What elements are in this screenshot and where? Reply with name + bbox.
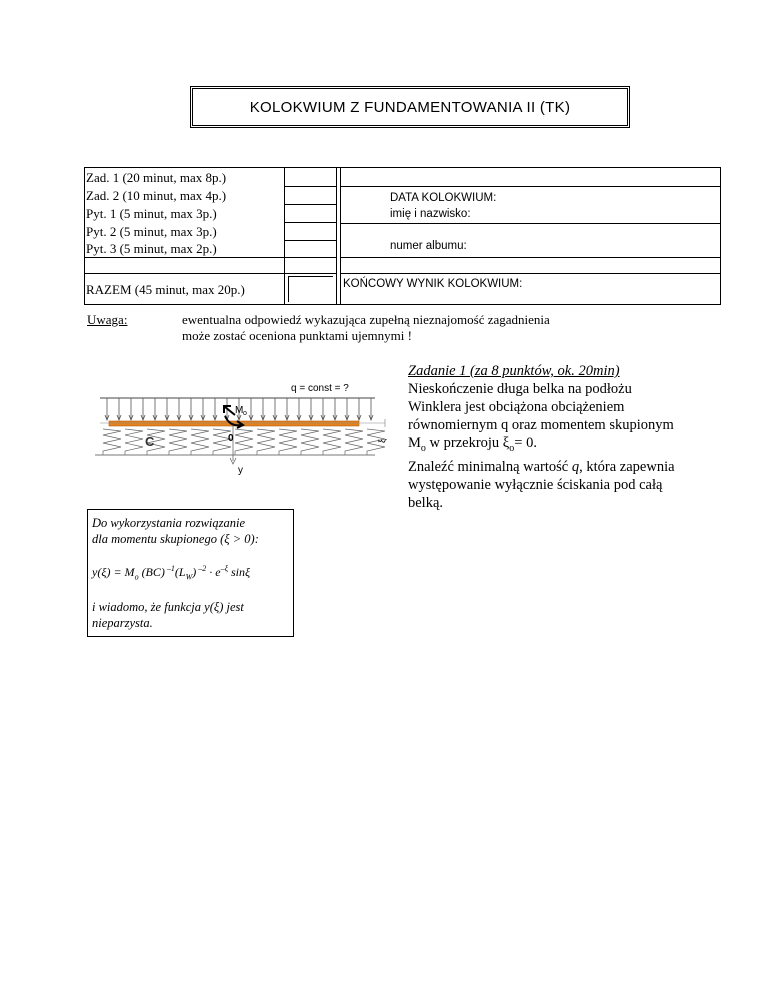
final-score-label: KOŃCOWY WYNIK KOLOKWIUM: bbox=[343, 278, 523, 290]
spring bbox=[345, 429, 363, 455]
spring bbox=[301, 429, 319, 455]
moment-arrow-upper bbox=[225, 407, 235, 415]
spring bbox=[323, 429, 341, 455]
solution-formula: $y(\xi) = M_o$ (BC) $^{-1}(L_W) ^{-2} \cdot e^{-\xi}$ sinξ bbox=[92, 564, 251, 582]
origin-label: 0 bbox=[228, 433, 234, 444]
total-label: RAZEM (45 minut, max 20p.) bbox=[86, 282, 245, 297]
beam-diagram bbox=[85, 375, 395, 475]
solution-hint-box bbox=[87, 509, 294, 637]
title-box bbox=[190, 86, 630, 128]
spring bbox=[125, 429, 143, 455]
solution-line: i wiadomo, że funkcja y(ξ) jest bbox=[92, 600, 244, 615]
score-table bbox=[84, 167, 721, 305]
spring bbox=[103, 429, 121, 455]
note-line-1: ewentualna odpowiedź wykazująca zupełną nieznajomość zagadnienia bbox=[182, 312, 550, 327]
spring bbox=[279, 429, 297, 455]
task-line: belką. bbox=[408, 494, 444, 511]
solution-line: Do wykorzystania rozwiązanie bbox=[92, 516, 246, 530]
y-axis-label: y bbox=[238, 465, 243, 475]
score-row-label: Pyt. 1 (5 minut, max 3p.) bbox=[86, 206, 217, 221]
spring bbox=[191, 429, 209, 455]
spring bbox=[235, 429, 253, 455]
solution-line: nieparzysta. bbox=[92, 616, 153, 631]
score-row-label: Zad. 2 (10 minut, max 4p.) bbox=[86, 188, 227, 203]
task-line: Nieskończenie długa belka na podłożu bbox=[408, 381, 632, 397]
moment-label: M bbox=[235, 405, 244, 416]
task-line: równomiernym q oraz momentem skupionym bbox=[408, 417, 674, 433]
spring bbox=[257, 429, 275, 455]
note-line-2: może zostać oceniona punktami ujemnymi ! bbox=[182, 328, 412, 343]
moment-sub: o bbox=[243, 410, 247, 417]
page-title: KOLOKWIUM Z FUNDAMENTOWANIA II (TK) bbox=[249, 98, 571, 116]
name-label: imię i nazwisko: bbox=[390, 208, 471, 220]
score-row-label: Pyt. 3 (5 minut, max 2p.) bbox=[86, 241, 217, 256]
date-label: DATA KOLOKWIUM: bbox=[390, 192, 497, 204]
album-label: numer albumu: bbox=[390, 240, 467, 252]
q-label: q = const = ? bbox=[291, 383, 349, 394]
task-line: Znaleźć minimalną wartość q, która zapewnia bbox=[408, 458, 675, 475]
spring bbox=[169, 429, 187, 455]
foundation-label: C bbox=[145, 434, 155, 449]
score-row-label: Zad. 1 (20 minut, max 8p.) bbox=[86, 170, 227, 185]
task-1 bbox=[408, 362, 748, 512]
xi-axis-label: ξ bbox=[377, 438, 387, 443]
task-line: Winklera jest obciążona obciążeniem bbox=[408, 399, 625, 415]
score-row-label: Pyt. 2 (5 minut, max 3p.) bbox=[86, 224, 217, 239]
task-heading: Zadanie 1 (za 8 punktów, ok. 20min) bbox=[408, 363, 620, 379]
solution-line: dla momentu skupionego (ξ > 0): bbox=[92, 532, 259, 546]
note-label: Uwaga: bbox=[87, 312, 128, 327]
task-line: $M_o$ w przekroju $\xi_o= 0$. bbox=[408, 435, 537, 454]
task-line: występowanie wyłącznie ściskania pod całą bbox=[408, 476, 663, 493]
